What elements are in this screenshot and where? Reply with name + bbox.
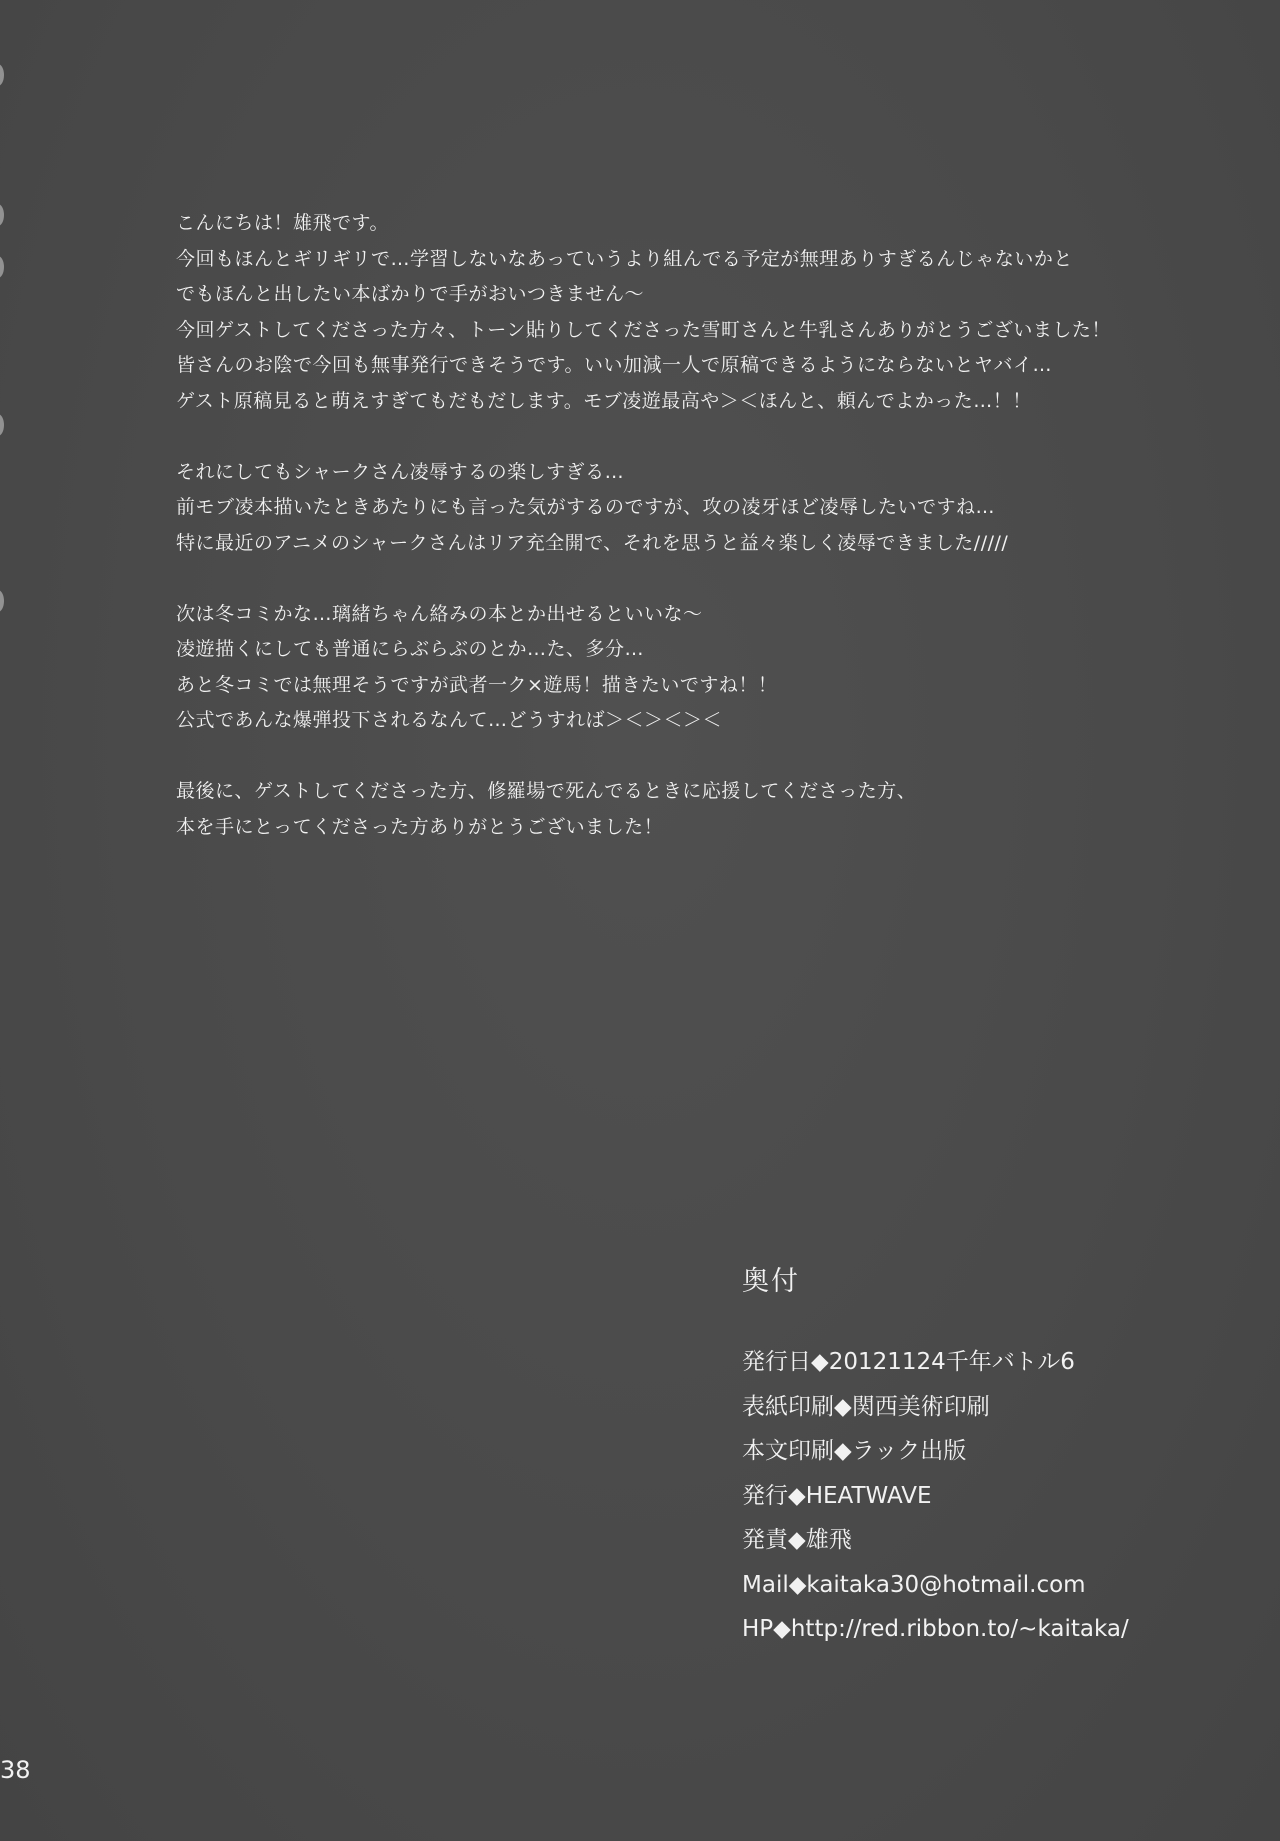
afterword-line: 凌遊描くにしても普通にらぶらぶのとか…た、多分… — [176, 638, 645, 660]
afterword-line: 次は冬コミかな…璃緒ちゃん絡みの本とか出せるといいな〜 — [176, 602, 703, 625]
colophon-publisher: 発行◆HEATWAVE — [742, 1482, 932, 1509]
afterword-text — [176, 206, 1176, 845]
margin-mark — [0, 414, 4, 436]
page-number: 38 — [0, 1756, 31, 1784]
colophon-mail: Mail◆kaitaka30@hotmail.com — [742, 1571, 1086, 1598]
margin-mark — [0, 64, 4, 86]
colophon-publish-date: 発行日◆20121124千年バトル6 — [742, 1349, 1075, 1375]
afterword-line: 公式であんな爆弾投下されるなんて…どうすれば＞＜＞＜＞＜ — [176, 709, 723, 731]
afterword-line: 最後に、ゲストしてくださった方、修羅場で死んでるときに応援してくださった方、 — [176, 780, 917, 802]
margin-mark — [0, 590, 4, 612]
afterword-line: でもほんと出したい本ばかりで手がおいつきません〜 — [176, 283, 645, 305]
colophon-homepage: HP◆http://red.ribbon.to/~kaitaka/ — [742, 1616, 1129, 1642]
afterword-line: 今回もほんとギリギリで…学習しないなあっていうより組んでる予定が無理ありすぎるんじゃないかと — [176, 247, 1073, 270]
afterword-line: 今回ゲストしてくださった方々、トーン貼りしてくださった雪町さんと牛乳さんありがとうございました！ — [176, 318, 1111, 341]
paragraph-gap — [176, 739, 1176, 775]
afterword-line: 本を手にとってくださった方ありがとうございました！ — [176, 815, 664, 838]
afterword-line: ゲスト原稿見ると萌えすぎてもだもだします。モブ凌遊最高や＞＜ほんと、頼んでよかった…！！ — [176, 389, 1032, 412]
paragraph-gap — [176, 561, 1176, 597]
colophon-responsible: 発責◆雄飛 — [742, 1527, 852, 1553]
colophon-body-printer: 本文印刷◆ラック出版 — [742, 1438, 967, 1464]
afterword-line: 前モブ凌本描いたときあたりにも言った気がするのですが、攻の凌牙ほど凌辱したいですね… — [176, 496, 996, 518]
colophon — [742, 1262, 1182, 1652]
margin-mark — [0, 204, 4, 226]
paragraph-gap — [176, 419, 1176, 455]
afterword-line: こんにちは！雄飛です。 — [176, 212, 389, 234]
afterword-line: 皆さんのお陰で今回も無事発行できそうです。いい加減一人で原稿できるようにならないとヤバイ… — [176, 354, 1052, 376]
margin-mark — [0, 256, 4, 278]
afterword-line: あと冬コミでは無理そうですが武者一ク×遊馬！描きたいですね！！ — [176, 673, 778, 696]
colophon-cover-printer: 表紙印刷◆関西美術印刷 — [742, 1393, 990, 1420]
afterword-line: 特に最近のアニメのシャークさんはリア充全開で、それを思うと益々楽しく凌辱できました///// — [176, 531, 1009, 554]
colophon-title: 奥付 — [742, 1266, 800, 1297]
afterword-line: それにしてもシャークさん凌辱するの楽しすぎる… — [176, 460, 625, 483]
